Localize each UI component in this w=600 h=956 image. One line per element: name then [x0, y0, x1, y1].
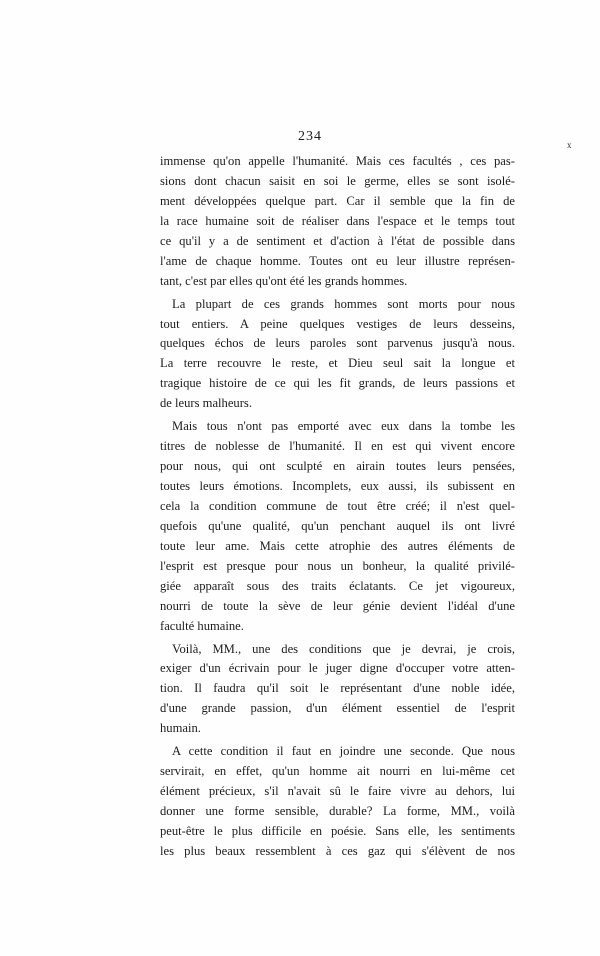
text-line: tion. Il faudra qu'il soit le représentant d'une noble idée, [160, 681, 515, 696]
text-line: Voilà, MM., une des conditions que je devrai, je crois, [172, 641, 515, 656]
page-number: 234 [298, 129, 322, 144]
text-line: A cette condition il faut en joindre une seconde. Que nous [172, 744, 515, 759]
text-line: donner une forme sensible, durable? La forme, MM., voilà [160, 804, 515, 818]
paragraph-1 [160, 152, 515, 292]
text-line: toute leur ame. Mais cette atrophie des autres éléments de [160, 538, 515, 553]
text-line: l'esprit est presque pour nous un bonheur, la qualité privilé- [160, 558, 515, 573]
text-line: La plupart de ces grands hommes sont morts pour nous [172, 296, 515, 311]
text-line: nourri de toute la sève de leur génie devient l'idéal d'une [160, 598, 515, 613]
paragraph-2 [160, 295, 515, 415]
text-line: Mais tous n'ont pas emporté avec eux dans la tombe les [172, 419, 515, 434]
text-line: tragique histoire de ce qui les fit grands, de leurs passions et [160, 376, 515, 391]
paragraph-5 [160, 742, 515, 862]
text-line: quelques échos de leurs paroles sont parvenus jusqu'à nous. [160, 336, 515, 351]
text-line: faculté humaine. [160, 618, 244, 633]
text-line: tant, c'est par elles qu'ont été les grands hommes. [160, 273, 408, 288]
text-line: sions dont chacun saisit en soi le germe, elles se sont isolé- [160, 173, 515, 188]
text-line: peut-être le plus difficile en poésie. Sans elle, les sentiments [160, 823, 515, 838]
text-line: exiger d'un écrivain pour le juger digne d'occuper votre atten- [160, 661, 515, 676]
text-line: pour nous, qui ont sculpté en airain toutes leurs pensées, [160, 459, 515, 474]
text-line: toutes leurs émotions. Incomplets, eux aussi, ils subissent en [160, 479, 515, 493]
text-line: immense qu'on appelle l'humanité. Mais ces facultés , ces pas- [160, 154, 515, 168]
margin-mark: x [567, 140, 572, 150]
text-line: la race humaine soit de réaliser dans l'espace et le temps tout [160, 213, 515, 228]
text-line: titres de noblesse de l'humanité. Il en est qui vivent encore [160, 439, 515, 454]
paragraph-4 [160, 640, 515, 740]
text-line: servirait, en effet, qu'un homme ait nourri en lui-même cet [160, 764, 515, 779]
text-line: quefois qu'une qualité, qu'un penchant auquel ils ont livré [160, 518, 515, 533]
text-line: ment développées quelque part. Car il semble que la fin de [160, 193, 515, 208]
text-line: de leurs malheurs. [160, 396, 252, 411]
text-line: humain. [160, 721, 201, 736]
text-line: La terre recouvre le reste, et Dieu seul sait la longue et [160, 356, 515, 371]
text-line: l'ame de chaque homme. Toutes ont eu leur illustre représen- [160, 253, 515, 268]
text-line: ce qu'il y a de sentiment et d'action à l'état de possible dans [160, 233, 515, 248]
text-line: giée apparaît sous des traits éclatants. Ce jet vigoureux, [160, 578, 515, 593]
paragraph-3 [160, 417, 515, 636]
text-line: élément précieux, s'il n'avait sû le faire vivre au dehors, lui [160, 784, 515, 799]
text-line: d'une grande passion, d'un élément essentiel de l'esprit [160, 701, 515, 716]
text-line: tout entiers. A peine quelques vestiges de leurs desseins, [160, 316, 515, 331]
body-text [160, 152, 515, 862]
text-line: les plus beaux ressemblent à ces gaz qui s'élèvent de nos [160, 843, 515, 858]
text-line: cela la condition commune de tout être créé; il n'est quel- [160, 498, 515, 513]
